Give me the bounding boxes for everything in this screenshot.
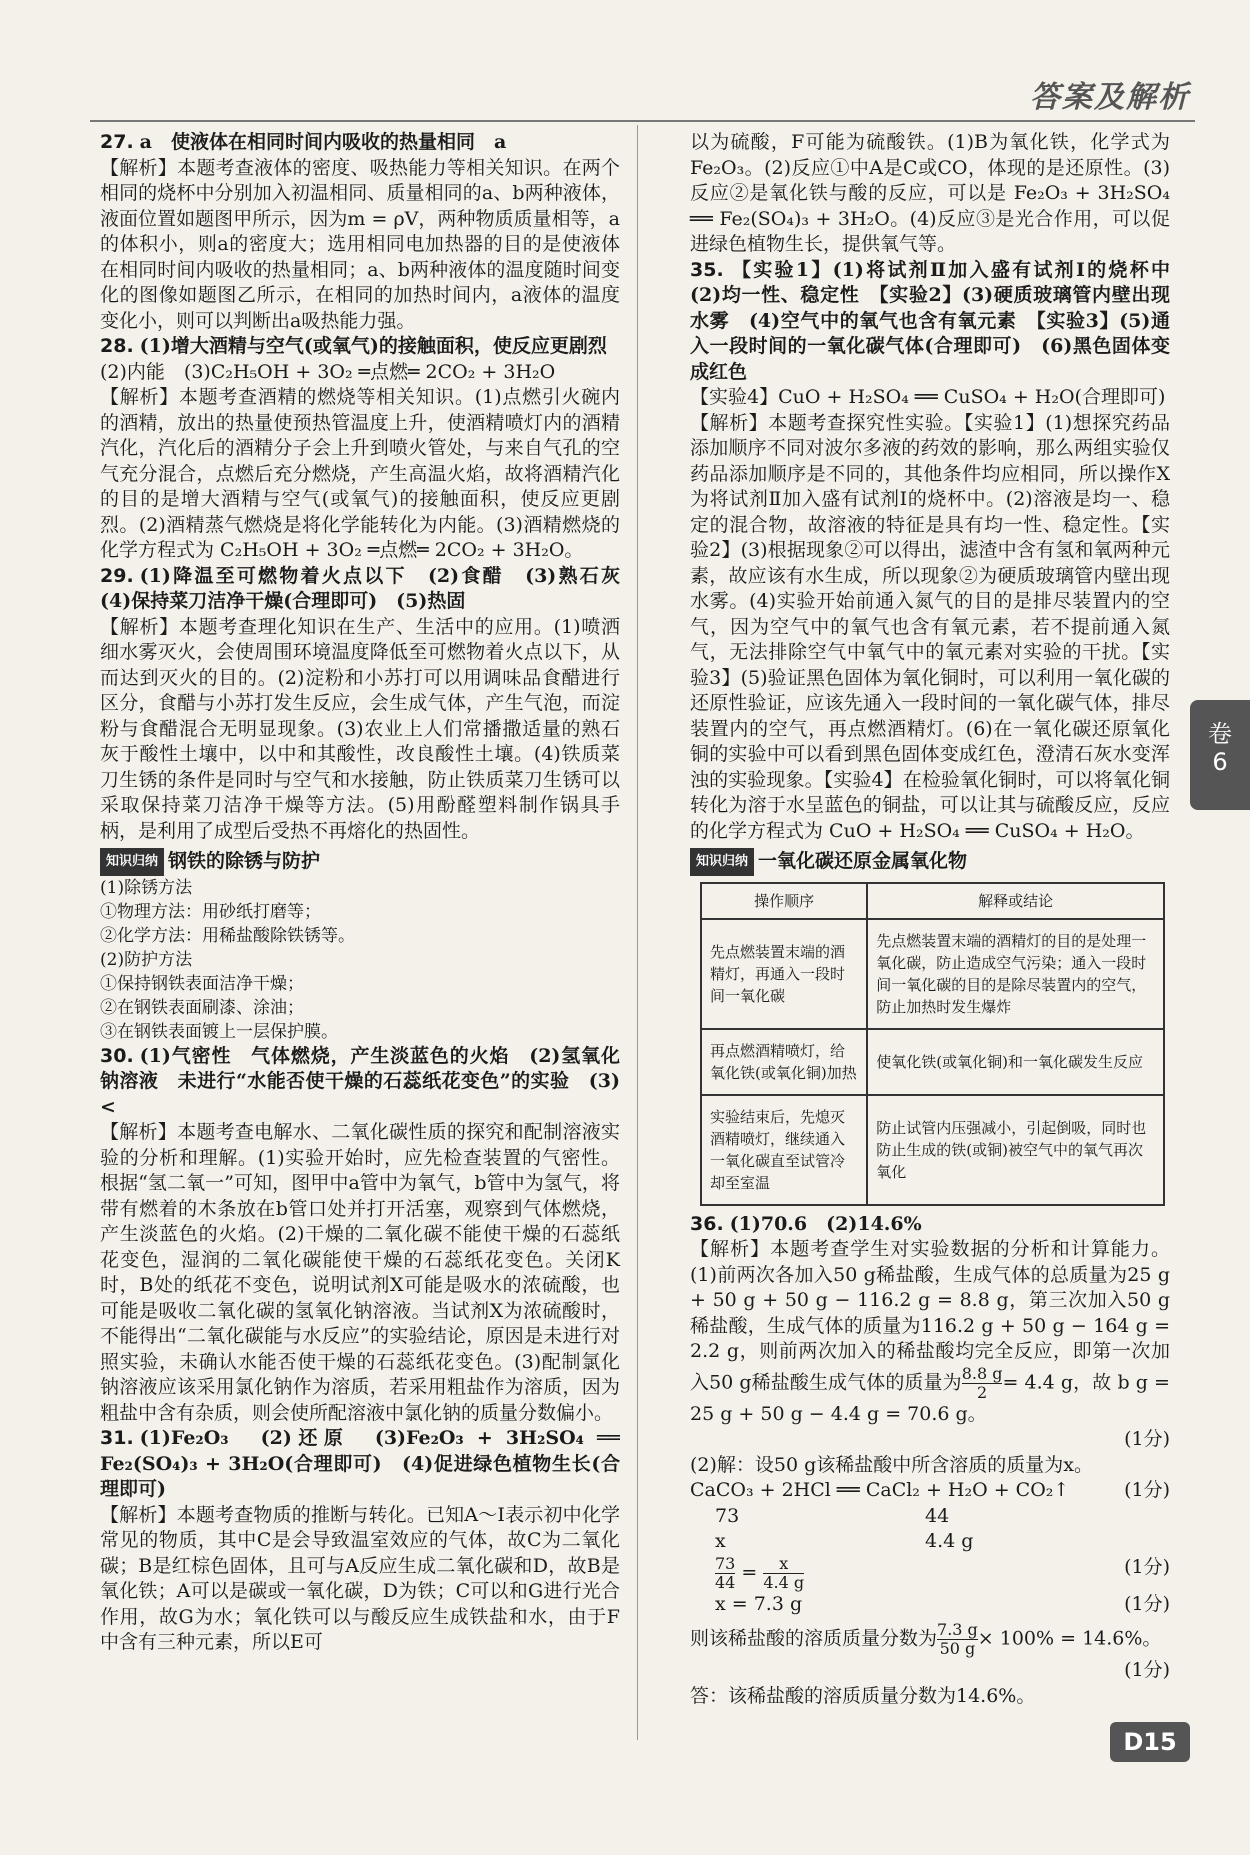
question-number: 29. (100, 564, 134, 587)
analysis-text: 【解析】本题考查酒精的燃烧等相关知识。(1)点燃引火碗内的酒精，放出的热量使预热管温度上升，使酒精喷灯内的酒精汽化，汽化后的酒精分子会上升到喷火管处，与来自气孔的空气充分混合，点燃后充分燃烧，产生高温火焰，故将酒精汽化的目的是增大酒精与空气(或氧气)的接触面积，使反应更剧烈。(2)酒精蒸气燃烧是将化学能转化为内能。(3)酒精燃烧的化学方程式为 C₂H₅OH + 3O₂ ═点燃═ 2CO₂ + 3H₂O。 (100, 386, 620, 561)
left-column (100, 130, 640, 1656)
analysis-text (690, 1237, 1170, 1427)
knowledge-line: (2)防护方法 (100, 949, 193, 970)
ratio-b: 44 (925, 1504, 950, 1527)
final-answer: 答：该稀盐酸的溶质质量分数为14.6%。 (690, 1684, 1036, 1707)
percent-suffix: × 100% = 14.6%。 (977, 1627, 1162, 1650)
question-number: 27. (100, 131, 134, 153)
knowledge-line: ②在钢铁表面刷漆、涂油； (100, 997, 304, 1018)
answer-head: a 使液体在相同时间内吸收的热量相同 a (139, 131, 507, 153)
score-mark: (1分) (1124, 1555, 1170, 1578)
question-36: 36. (1)70.6 (2)14.6% 【解析】本题考查学生对实验数据的分析和计算能力。(1)前两次各加入50 g稀盐酸，生成气体的总质量为25 g + 50 g + 50 g − 116.2 g = 8.8 g，第三次加入50 g稀盐酸，生成气体的质量为116.2 g + 50 g − 164 g = 2.2 g，则前两次加入的稀盐酸均完全反应，即第一次加入50 g稀盐酸生成气体的质量为 $\frac{8.8 g}{2}$ = 4.4 g，故 b g = 25 g + 50 g − 4.4 g = 70.6 g。 (1分) (2)解：设50 g该稀盐酸中所含溶质的质量为x。 CaCO₃ + 2HCl ══ CaCl₂ + H₂O + CO₂↑ (1分) 73 44 x 4.4 g $\frac{73}{44}$ = $\frac{x}{4.4 g}$ (1分) x = 7.3 g (1分) 则该稀盐酸的溶质质量分数为 $\frac{7.3 g}{50 g}$ × 100% = 14.6%。 (1分) 答：该稀盐酸的溶质质量分数为14.6%。 (690, 1212, 1170, 1710)
fraction-num: 73 (715, 1553, 736, 1573)
knowledge-title: 钢铁的除锈与防护 (168, 850, 321, 872)
score-mark: (1分) (1124, 1659, 1170, 1681)
table-row (701, 1029, 1164, 1095)
analysis-text: 【解析】本题考查理化知识在生产、生活中的应用。(1)喷洒细水雾灭火，会使周围环境温度降低至可燃物着火点以下，从而达到灭火的目的。(2)淀粉和小苏打可以用调味品食醋进行区分，食醋与小苏打发生反应，会生成气体，产生气泡，而淀粉与食醋混合无明显现象。(3)农业上人们常播撒适量的熟石灰于酸性土壤中，以中和其酸性，改良酸性土壤。(4)铁质菜刀生锈的条件是同时与空气和水接触，防止铁质菜刀生锈可以采取保持菜刀洁净干燥等方法。(5)用酚醛塑料制作锅具手柄，是利用了成型后受热不再熔化的热固性。 (100, 615, 620, 842)
knowledge-line: ①保持钢铁表面洁净干燥； (100, 973, 304, 994)
table-row (701, 919, 1164, 1029)
analysis-text: (2)内能 (3)C₂H₅OH + 3O₂ ═点燃═ 2CO₂ + 3H₂O (100, 360, 556, 383)
table-header-explanation: 解释或结论 (867, 883, 1164, 919)
score-mark: (1分) (1124, 1428, 1170, 1450)
answer-line (100, 130, 620, 156)
fraction-den: 50 g (939, 1639, 976, 1658)
ratio-a: 73 (715, 1504, 740, 1527)
question-number: 30. (100, 1044, 134, 1067)
percent-prefix: 则该稀盐酸的溶质质量分数为 (690, 1627, 938, 1650)
knowledge-box-title (690, 848, 1170, 876)
analysis-tail: = 4.4 g，故 b g = 25 g + 50 g − 4.4 g = 70.6 g。 (690, 1371, 1170, 1425)
knowledge-line: (1)除锈方法 (100, 877, 193, 898)
question-number: 28. (100, 335, 134, 357)
answer-head: 【实验1】(1)将试剂Ⅱ加入盛有试剂Ⅰ的烧杯中 (2)均一性、稳定性 【实验2】(3)硬质玻璃管内壁出现水雾 (4)空气中的氧气也含有氧元素 【实验3】(5)通入一段时间的一氧化碳气体(合理即可) (6)黑色固体变成红色 (690, 258, 1190, 383)
answer-head: (1)70.6 (2)14.6% (729, 1212, 922, 1235)
knowledge-line: ②化学方法：用稀盐酸除铁锈等。 (100, 925, 355, 946)
answer-head: (1)增大酒精与空气(或氧气)的接触面积，使反应更剧烈 (139, 335, 607, 357)
page-header-title: 答案及解析 (1030, 80, 1190, 115)
analysis-text: 【解析】本题考查电解水、二氧化碳性质的探究和配制溶液实验的分析和理解。(1)实验开始时，应先检查装置的气密性。根据“氢二氧一”可知，图甲中a管中为氧气，b管中为氢气，将带有燃着的木条放在b管口处并打开活塞，观察到气体燃烧，产生淡蓝色的火焰。(2)干燥的二氧化碳不能使干燥的石蕊纸花变色，湿润的二氧化碳能使干燥的石蕊纸花变色。关闭K时，B处的纸花不变色，说明试剂X可能是吸水的浓硫酸，也可能是吸收二氧化碳的氢氧化钠溶液。当试剂X为浓硫酸时，不能得出“二氧化碳能与水反应”的实验结论，原因是未进行对照实验，未确认水能否使干燥的石蕊纸花变色。(3)配制氯化钠溶液应该采用氯化钠作为溶质，若采用粗盐作为溶质，因为粗盐中含有杂质，则会使所配溶液中氯化钠的质量分数偏小。 (100, 1121, 620, 1424)
question-number: 35. (690, 258, 724, 281)
header-rule (90, 120, 1195, 122)
table-cell: 先点燃装置末端的酒精灯，再通入一段时间一氧化碳 (701, 919, 867, 1029)
fraction-num: 8.8 g (961, 1363, 1003, 1383)
knowledge-line: ③在钢铁表面镀上一层保护膜。 (100, 1021, 338, 1042)
fraction-num: 7.3 g (937, 1620, 978, 1639)
answer-line (100, 334, 620, 360)
question-number: 36. (690, 1212, 724, 1235)
score-mark: (1分) (1124, 1592, 1170, 1615)
answer-head: (1)降温至可燃物着火点以下 (2)食醋 (3)熟石灰 (4)保持菜刀洁净干燥(合理即可) (5)热固 (100, 564, 640, 612)
knowledge-title: 一氧化碳还原金属氧化物 (758, 850, 968, 872)
page-number-badge: D15 (1110, 1722, 1190, 1762)
table-cell: 防止试管内压强减小，引起倒吸，同时也防止生成的铁(或铜)被空气中的氧气再次氧化 (867, 1095, 1164, 1205)
analysis-text: 【解析】本题考查液体的密度、吸热能力等相关知识。在两个相同的烧杯中分别加入初温相同、质量相同的a、b两种液体，液面位置如题图甲所示，因为m = ρV，两种物质质量相等，a的体积小，则a的密度大；选用相同电加热器的目的是使液体在相同时间内吸收的热量相同；a、b两种液体的温度随时间变化的图像如题图乙所示，在相同的加热时间内，a液体的温度变化小，则可以判断出a吸热能力强。 (100, 156, 620, 332)
fraction-den: 4.4 g (763, 1572, 805, 1592)
analysis-text: 【实验4】CuO + H₂SO₄ ══ CuSO₄ + H₂O(合理即可) (690, 386, 1166, 408)
score-mark: (1分) (1124, 1479, 1170, 1501)
volume-side-tab (1190, 700, 1250, 810)
question-number: 31. (100, 1427, 134, 1449)
table-row (701, 1095, 1164, 1205)
fraction-den: 2 (977, 1382, 988, 1402)
fraction-den: 44 (715, 1572, 736, 1592)
table-cell: 实验结束后，先熄灭酒精喷灯，继续通入一氧化碳直至试管冷却至室温 (701, 1095, 867, 1205)
table-header-operation: 操作顺序 (701, 883, 867, 919)
x-label: x (715, 1530, 726, 1552)
side-tab-line1: 卷 (1208, 720, 1232, 748)
answer-line (690, 258, 1190, 386)
knowledge-box-title (100, 848, 620, 876)
answer-line (100, 564, 640, 615)
side-tab-line2: 6 (1212, 748, 1228, 776)
answer-line (100, 1426, 620, 1503)
equation: CaCO₃ + 2HCl ══ CaCl₂ + H₂O + CO₂↑ (690, 1479, 1070, 1501)
knowledge-tag: 知识归纳 (100, 848, 164, 876)
fraction-num: x (763, 1555, 804, 1574)
column-divider (637, 125, 638, 1740)
analysis-text: 以为硫酸，F可能为硫酸铁。(1)B为氧化铁，化学式为Fe₂O₃。(2)反应①中A是C或CO，体现的是还原性。(3)反应②是氧化铁与酸的反应，可以是 Fe₂O₃ + 3H₂SO₄ ══ Fe₂(SO₄)₃ + 3H₂O。(4)反应③是光合作用，可以促进绿色植物生长，提供氧气等。 (690, 131, 1170, 255)
analysis-body: 【解析】本题考查学生对实验数据的分析和计算能力。(1)前两次各加入50 g稀盐酸，生成气体的总质量为25 g + 50 g + 50 g − 116.2 g = 8.8 g，第三次加入50 g稀盐酸，生成气体的质量为116.2 g + 50 g − 164 g = 2.2 g，则前两次加入的稀盐酸均完全反应，即第一次加入50 g稀盐酸生成气体的质量为 (690, 1238, 1170, 1393)
x-value: x = 7.3 g (715, 1592, 803, 1615)
answer-head: (1)Fe₂O₃ (2)还原 (3)Fe₂O₃ + 3H₂SO₄ ══ Fe₂(SO₄)₃ + 3H₂O(合理即可) (4)促进绿色植物生长(合理即可) (100, 1427, 620, 1500)
analysis-text: 【解析】本题考查探究性实验。【实验1】(1)想探究药品添加顺序不同对波尔多液的药效的影响，那么两组实验仅药品添加顺序是不同的，其他条件均应相同，所以操作X为将试剂Ⅱ加入盛有试剂Ⅰ的烧杯中。(2)溶液是均一、稳定的混合物，故溶液的特征是具有均一性、稳定性。【实验2】(3)根据现象②可以得出，滤渣中含有氢和氧两种元素，故应该有水生成，所以现象②为硬质玻璃管内壁出现水雾。(4)实验开始前通入氮气的目的是排尽装置内的空气，因为空气中的氧气也含有氧元素，若不提前通入氮气，无法排除空气中氧气中的氧元素对实验的干扰。【实验3】(5)验证黑色固体为氧化铜时，可以利用一氧化碳的还原性验证，应该先通入一段时间的一氧化碳气体，排尽装置内的空气，再点燃酒精灯。(6)在一氧化碳还原氧化铜的实验中可以看到黑色固体变成红色，澄清石灰水变浑浊的实验现象。【实验4】在检验氧化铜时，可以将氧化铜转化为溶于水呈蓝色的铜盐，可以让其与硫酸反应，反应的化学方程式为 CuO + H₂SO₄ ══ CuSO₄ + H₂O。 (690, 411, 1170, 842)
knowledge-table (700, 882, 1165, 1206)
answer-line (100, 1044, 620, 1121)
analysis-text: 【解析】本题考查物质的推断与转化。已知A～I表示初中化学常见的物质，其中C是会导致温室效应的气体，故C为二氧化碳；B是红棕色固体，且可与A反应生成二氧化碳和D，故B是氧化铁；A可以是碳或一氧化碳，D为铁；C可以和G进行光合作用，故G为水；氧化铁可以与酸反应生成铁盐和水，由于F中含有三种元素，所以E可 (100, 1503, 620, 1653)
knowledge-tag: 知识归纳 (690, 848, 754, 876)
step-2: (2)解：设50 g该稀盐酸中所含溶质的质量为x。 (690, 1453, 1094, 1476)
table-cell: 先点燃装置末端的酒精灯的目的是处理一氧化碳，防止造成空气污染；通入一段时间一氧化碳的目的是除尽装置内的空气，防止加热时发生爆炸 (867, 919, 1164, 1029)
table-cell: 再点燃酒精喷灯，给氧化铁(或氧化铜)加热 (701, 1029, 867, 1095)
knowledge-line: ①物理方法：用砂纸打磨等； (100, 901, 321, 922)
mass-value: 4.4 g (925, 1530, 974, 1552)
table-cell: 使氧化铁(或氧化铜)和一氧化碳发生反应 (867, 1029, 1164, 1095)
right-column (690, 130, 1190, 1709)
fraction (962, 1365, 1003, 1402)
answer-head: (1)气密性 气体燃烧，产生淡蓝色的火焰 (2)氢氧化钠溶液 未进行“水能否使干燥的石蕊纸花变色”的实验 (3) < (100, 1044, 620, 1118)
